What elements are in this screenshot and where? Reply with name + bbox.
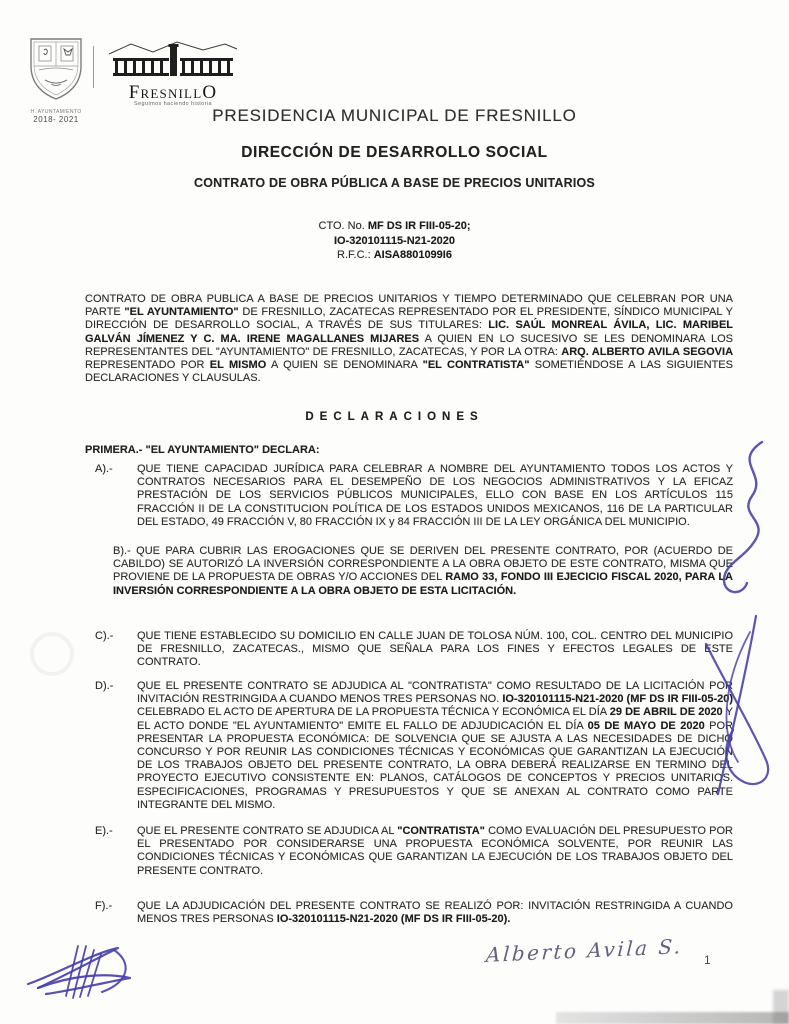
contract-numbers-block — [0, 219, 789, 263]
intro-paragraph: CONTRATO DE OBRA PUBLICA A BASE DE PRECIOS UNITARIOS Y TIEMPO DETERMINADO QUE CELEBRAN POR UNA PARTE "EL AYUNTAMIENTO" DE FRESNILLO, ZACATECAS REPRESENTADO POR EL PRESIDENTE, SÍNDICO MUNICIPAL Y DIRECCIÓN DE DESARROLLO SOCIAL, A TRAVÉS DE SUS TITULARES: LIC. SAÚL MONREAL ÁVILA, LIC. MARIBEL GALVÁN JÍMENEZ Y C. MA. IRENE MAGALLANES MIJARES A QUIEN EN LO SUCESIVO SE LES DENOMINARA LOS REPRESENTANTES DEL "AYUNTAMIENTO" DE FRESNILLO, ZACATECAS, Y POR LA OTRA: ARQ. ALBERTO AVILA SEGOVIA REPRESENTADO POR EL MISMO A QUIEN SE DENOMINARA "EL CONTRATISTA" SOMETIÉNDOSE A LAS SIGUIENTES DECLARACIONES Y CLAUSULAS. — [85, 293, 734, 385]
item-text: QUE EL PRESENTE CONTRATO SE ADJUDICA AL "CONTRATISTA" COMO RESULTADO DE LA LICITACIÓN POR INVITACIÓN RESTRINGIDA A CUANDO MENOS TRES PERSONAS NO. IO-320101115-N21-2020 (MF DS IR FIII-05-20) CELEBRADO EL ACTO DE APERTURA DE LA PROPUESTA TÉCNICA Y ECONÓMICA EL DÍA 29 DE ABRIL DE 2020 Y EL ACTO DONDE "EL AYUNTAMIENTO" EMITE EL FALLO DE ADJUDICACIÓN EL DÍA 05 DE MAYO DE 2020 POR PRESENTAR LA PROPUESTA ECONÓMICA: DE SOLVENCIA QUE SE AJUSTA A LAS NECESIDADES DE DICHO CONCURSO Y POR REUNIR LAS CONDICIONES TÉCNICAS Y ECONÓMICAS QUE GARANTIZAN LA EJECUCIÓN DE LOS TRABAJOS OBJETO DEL PRESENTE CONTRATO, LA OBRA DEBERÁ REALIZARSE EN TERMINO DEL PROYECTO EJECUTIVO CONSISTENTE EN: PLANOS, CATÁLOGOS DE CONCEPTOS Y PRECIOS UNITARIOS. ESPECIFICACIONES, PROGRAMAS Y PRESUPUESTOS Y QUE SE ANEXAN AL CONTRATO COMO PARTE INTEGRANTE DEL MISMO. — [137, 680, 734, 811]
item-label: E).- — [95, 825, 113, 837]
margin-paraph-signature-bottom — [692, 610, 788, 806]
fresnillo-tagline: Seguimos haciendo historia — [134, 101, 212, 107]
declaration-item-b: B).- QUE PARA CUBRIR LAS EROGACIONES QUE SE DERIVEN DEL PRESENTE CONTRATO, POR (ACUERDO DE CABILDO) SE AUTORIZÓ LA INVERSIÓN CORRESPONDIENTE A LA OBRA OBJETO DE ESTE CONTRATO, MISMA QUE PROVIENE DE LA PROPUESTA DE OBRAS Y/O ACCIONES DEL RAMO 33, FONDO III EJECICIO FISCAL 2020, PARA LA INVERSIÓN CORRESPONDIENTE A LA OBRA OBJETO DE ESTA LICITACIÓN. — [113, 545, 733, 597]
io-number-line: IO-320101115-N21-2020 — [333, 234, 456, 247]
crest-caption: H. AYUNTAMIENTO — [30, 109, 82, 115]
handwritten-name: Alberto Avila S. — [485, 934, 684, 967]
rfc-label: R.F.C.: — [337, 249, 374, 261]
item-label: A).- — [95, 463, 113, 475]
item-label: D).- — [95, 680, 114, 692]
department-title: DIRECCIÓN DE DESARROLLO SOCIAL — [241, 144, 548, 161]
item-text: QUE TIENE CAPACIDAD JURÍDICA PARA CELEBRAR A NOMBRE DEL AYUNTAMIENTO TODOS LOS ACTOS Y CONTRATOS NECESARIOS PARA EL DESEMPEÑO DE LOS NEGOCIOS ADMINISTRATIVOS Y LA EFICAZ PRESTACIÓN DE LOS SERVICIOS PÚBLICOS MUNICIPALES, ELLO CON BASE EN LOS ARTÍCULOS 115 FRACCIÓN II DE LA CONSTITUCION POLÍTICA DE LOS ESTADOS UNIDOS MEXICANOS, 116 DE LA PARTICULAR DEL ESTADO, 49 FRACCIÓN V, 80 FRACCIÓN IX y 84 FRACCIÓN III DE LA LEY ORGÁNICA DEL MUNICIPIO. — [137, 463, 733, 528]
declaration-item-a — [85, 463, 733, 529]
scan-shadow-bottom — [556, 1012, 789, 1024]
item-text: QUE EL PRESENTE CONTRATO SE ADJUDICA AL "CONTRATISTA" COMO EVALUACIÓN DEL PRESUPUESTO POR EL PRESENTADO POR CONSIDERARSE UNA PROPUESTA ECONÓMICA SOLVENTE, POR REUNIR LAS CONDICIONES TÉCNICAS Y ECONÓMICAS QUE GARANTIZAN LA EJECUCIÓN DE LOS TRABAJOS OBJETO DEL PRESENTE CONTRATO. — [137, 825, 733, 877]
declaration-item-d — [85, 680, 733, 812]
rfc-line — [0, 248, 789, 263]
cto-number: MF DS IR FIII-05-20; — [367, 220, 471, 232]
margin-paraph-signature-top — [712, 436, 776, 608]
crest-shield-icon — [27, 36, 85, 102]
contract-number-line — [0, 219, 789, 234]
item-label: F).- — [95, 900, 113, 912]
rfc-value: AISA8801099I6 — [373, 249, 452, 261]
fresnillo-logo — [104, 40, 242, 107]
wordmark-final: O — [202, 82, 218, 103]
document-type-title: CONTRATO DE OBRA PÚBLICA A BASE DE PRECIOS UNITARIOS — [194, 176, 595, 190]
item-label: C).- — [95, 630, 114, 642]
cto-label: CTO. No. — [318, 220, 368, 232]
page-title: PRESIDENCIA MUNICIPAL DE FRESNILLO — [212, 106, 577, 125]
scan-shadow-right — [773, 990, 789, 1024]
fresnillo-wordmark — [104, 82, 242, 103]
aqueduct-icon — [107, 40, 239, 80]
signature-scribble-left — [24, 940, 148, 1008]
wordmark-initial: F — [128, 82, 141, 103]
logo-divider — [93, 46, 94, 88]
item-text: QUE LA ADJUDICACIÓN DEL PRESENTE CONTRATO SE REALIZÓ POR: INVITACIÓN RESTRINGIDA A CUANDO MENOS TRES PERSONAS IO-320101115-N21-2020 (MF DS IR FIII-05-20). — [137, 900, 733, 926]
item-text: QUE TIENE ESTABLECIDO SU DOMICILIO EN CALLE JUAN DE TOLOSA NÚM. 100, COL. CENTRO DEL MUNICIPIO DE FRESNILLO, ZACATECAS., MISMO QUE SEÑALA PARA LOS FINES Y EFECTOS LEGALES DE ESTE CONTRATO. — [137, 630, 733, 669]
primera-declaration: PRIMERA.- "EL AYUNTAMIENTO" DECLARA: — [85, 444, 320, 456]
declaration-item-c — [85, 630, 733, 670]
declaration-item-f — [85, 900, 733, 926]
scan-artifact-circle — [30, 632, 74, 676]
page-number: 1 — [704, 953, 711, 967]
declaraciones-heading: DECLARACIONES — [305, 411, 484, 423]
crest-years: 2018- 2021 — [33, 115, 79, 124]
wordmark-middle: RESNILL — [140, 86, 203, 101]
declaration-item-e — [85, 825, 733, 878]
